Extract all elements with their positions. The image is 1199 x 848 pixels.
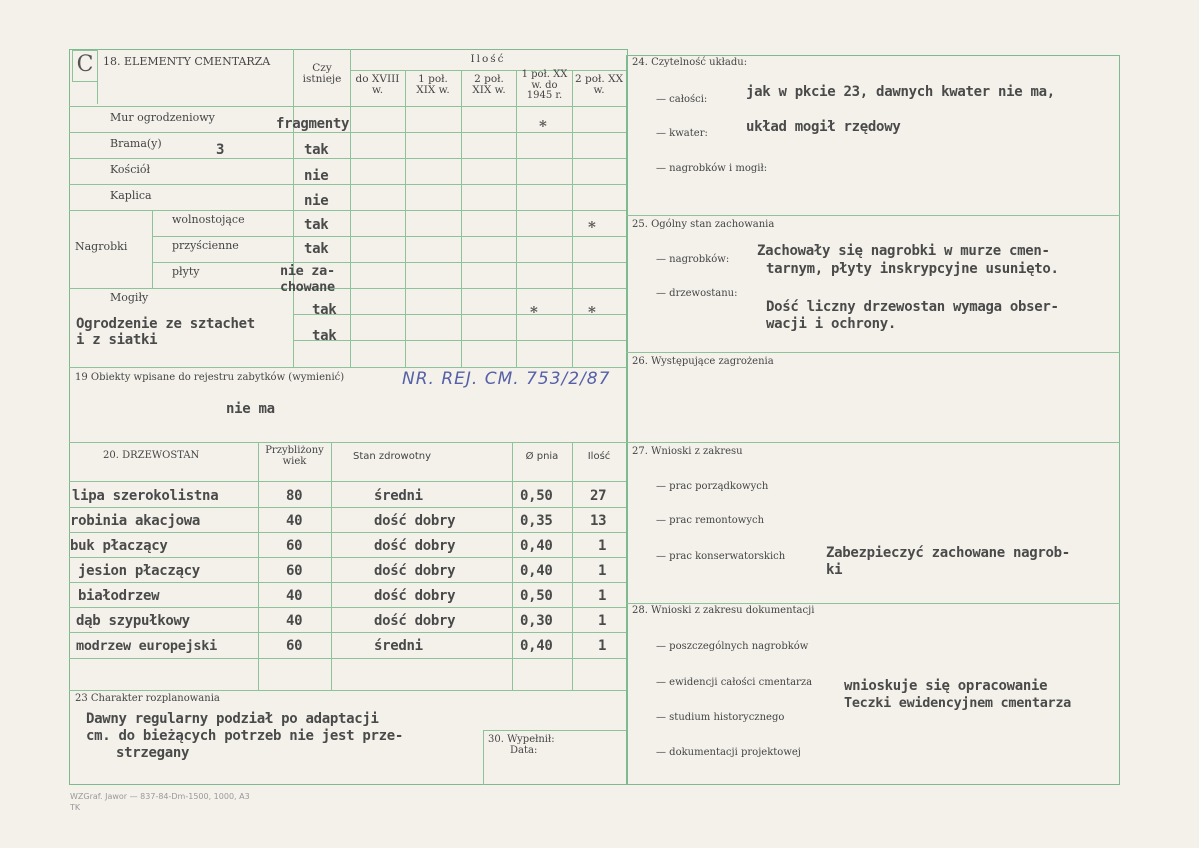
brama-value: tak [304, 142, 329, 158]
row-label-wolnostojace: wolnostojące [172, 213, 245, 226]
s25-title: 25. Ogólny stan zachowania [632, 219, 775, 230]
s26-title: 26. Występujące zagrożenia [632, 356, 774, 367]
s23-typed-line: cm. do bieżących potrzeb nie jest prze- [86, 728, 404, 744]
s28-poszczegolnych: — poszczególnych nagrobków [656, 641, 809, 652]
s20-col-stan: Stan zdrowotny [353, 451, 431, 462]
s20-col-wiek: Przybliżony wiek [265, 445, 324, 467]
s18-line [461, 70, 462, 367]
s18-line [293, 340, 626, 341]
star-mark: * [588, 303, 596, 321]
right-line [626, 442, 1120, 443]
s28-studium: — studium historycznego [656, 712, 785, 723]
s18-line [69, 158, 626, 159]
tree-ilosc: 1 [598, 563, 607, 579]
row-label-plyty: płyty [172, 265, 200, 278]
s18-line [152, 236, 626, 237]
ogrodzenie-label: Ogrodzenie ze sztachet i z siatki [76, 316, 255, 348]
tree-pnia: 0,40 [520, 563, 553, 579]
tree-ilosc: 1 [598, 538, 607, 554]
s18-line [516, 70, 517, 367]
s20-line [69, 658, 626, 659]
s18-line [293, 314, 626, 315]
s18-title: 18. ELEMENTY CMENTARZA [103, 55, 271, 68]
s20-line [69, 557, 626, 558]
s27-typed-line: Zabezpieczyć zachowane nagrob- [826, 545, 1070, 561]
wolnostojace-value: tak [304, 217, 329, 233]
right-line [626, 352, 1120, 353]
s18-line [152, 262, 626, 263]
s23-typed-line: strzegany [116, 745, 190, 761]
przyscienne-value: tak [304, 241, 329, 257]
s18-line [69, 184, 626, 185]
s30-line [483, 730, 484, 785]
s28-ewidencji: — ewidencji całości cmentarza [656, 677, 813, 688]
tree-wiek: 40 [286, 588, 303, 604]
s27-title: 27. Wnioski z zakresu [632, 446, 743, 457]
tree-pnia: 0,50 [520, 488, 553, 504]
s27-remontowych: — prac remontowych [656, 515, 765, 526]
tree-stan: dość dobry [374, 538, 456, 554]
s20-line [69, 690, 626, 691]
s20-line [69, 481, 626, 482]
tree-name: jesion płaczący [78, 563, 200, 579]
row-label-przyscienne: przyścienne [172, 239, 239, 252]
tree-stan: średni [374, 638, 423, 654]
s20-line [69, 582, 626, 583]
mogily-value: tak [312, 302, 337, 318]
s27-typed-line: ki [826, 562, 843, 578]
s25-typed-line: wacji i ochrony. [766, 316, 897, 332]
s23-title: 23 Charakter rozplanowania [75, 693, 220, 704]
s30-data: Data: [510, 745, 538, 756]
s18-col-header: 2 poł. XIX w. [472, 73, 506, 97]
kaplica-value: nie [304, 193, 329, 209]
tree-ilosc: 1 [598, 638, 607, 654]
s18-col-czy-istnieje: Czy istnieje [302, 62, 342, 86]
tree-ilosc: 1 [598, 613, 607, 629]
s30-line [483, 730, 626, 731]
row-label-mur: Mur ogrodzeniowy [110, 111, 215, 124]
s20-line [572, 442, 573, 690]
s24-typed-calosci: jak w pkcie 23, dawnych kwater nie ma, [746, 84, 1055, 100]
row-label-nagrobki: Nagrobki [75, 240, 128, 253]
tree-wiek: 60 [286, 538, 303, 554]
mur-value: fragmenty [276, 116, 350, 132]
s18-col-header: 1 poł. XIX w. [416, 73, 450, 97]
s20-line [331, 442, 332, 690]
tree-name: białodrzew [78, 588, 160, 604]
tree-wiek: 80 [286, 488, 303, 504]
row-label-brama: Brama(y) [110, 137, 162, 150]
s25-typed-line: Zachowały się nagrobki w murze cmen- [757, 243, 1050, 259]
s23-typed-line: Dawny regularny podział po adaptacji [86, 711, 379, 727]
s20-line [69, 507, 626, 508]
tree-pnia: 0,50 [520, 588, 553, 604]
tree-wiek: 60 [286, 638, 303, 654]
s19-handwritten-registry: NR. REJ. CM. 753/2/87 [402, 369, 611, 389]
s18-line [572, 70, 573, 367]
s18-line [69, 288, 626, 289]
right-line [626, 215, 1120, 216]
s24-title: 24. Czytelność układu: [632, 57, 748, 68]
s20-line [512, 442, 513, 690]
left-panel-frame [69, 49, 628, 785]
tree-pnia: 0,35 [520, 513, 553, 529]
s28-title: 28. Wnioski z zakresu dokumentacji [632, 605, 815, 616]
s18-line [152, 210, 153, 288]
s27-porzadkowych: — prac porządkowych [656, 481, 769, 492]
ogrodzenie-value: tak [312, 328, 337, 344]
tree-pnia: 0,40 [520, 538, 553, 554]
s25-typed-line: Dość liczny drzewostan wymaga obser- [766, 299, 1059, 315]
s28-typed-line: wnioskuje się opracowanie [844, 678, 1048, 694]
s18-line [69, 367, 626, 368]
s18-line [405, 70, 406, 367]
tree-ilosc: 13 [590, 513, 607, 529]
s19-line [69, 442, 626, 443]
s18-col-header: do XVIII w. [355, 73, 400, 97]
s18-line [350, 49, 351, 367]
s18-line [350, 70, 626, 71]
right-line [626, 603, 1120, 604]
s20-col-pnia: Ø pnia [525, 451, 559, 462]
star-mark: * [530, 303, 538, 321]
s18-col-header: 1 poł. XX w. do 1945 r. [521, 69, 568, 101]
section-letter: C [72, 50, 98, 82]
tree-stan: średni [374, 488, 423, 504]
row-label-mogily: Mogiły [110, 291, 149, 304]
star-mark: * [588, 218, 596, 236]
s24-nagrobkow: — nagrobków i mogił: [656, 163, 768, 174]
star-mark: * [539, 117, 547, 135]
s30-title: 30. Wypełnił: [488, 734, 555, 745]
s18-line [293, 49, 294, 367]
brama-count: 3 [216, 142, 225, 158]
s19-title: 19 Obiekty wpisane do rejestru zabytków (wymienić) [75, 372, 345, 383]
tree-ilosc: 27 [590, 488, 607, 504]
s20-title: 20. DRZEWOSTAN [103, 450, 200, 461]
s18-col-ilosc: Ilość [470, 53, 506, 65]
tree-stan: dość dobry [374, 588, 456, 604]
s24-kwater: — kwater: [656, 128, 708, 139]
tree-stan: dość dobry [374, 513, 456, 529]
tree-pnia: 0,30 [520, 613, 553, 629]
s20-line [69, 532, 626, 533]
s20-line [69, 632, 626, 633]
tree-name: buk płaczący [70, 538, 168, 554]
tree-ilosc: 1 [598, 588, 607, 604]
s18-col-header: 2 poł. XX w. [574, 73, 624, 97]
tree-name: robinia akacjowa [70, 513, 201, 529]
s25-typed-line: tarnym, płyty inskrypcyjne usunięto. [766, 261, 1059, 277]
s25-drzewostanu: — drzewostanu: [656, 288, 738, 299]
tree-name: modrzew europejski [76, 638, 217, 654]
s20-line [69, 607, 626, 608]
row-label-kosciol: Kościół [110, 163, 151, 176]
tree-name: dąb szypułkowy [76, 613, 190, 629]
s20-col-ilosc: Ilość [587, 451, 611, 462]
tree-wiek: 60 [286, 563, 303, 579]
tree-wiek: 40 [286, 613, 303, 629]
s18-line [97, 49, 98, 104]
s18-line [69, 210, 626, 211]
tree-wiek: 40 [286, 513, 303, 529]
s24-calosci: — całości: [656, 94, 708, 105]
s24-typed-kwater: układ mogił rzędowy [746, 119, 901, 135]
s27-konserwatorskich: — prac konserwatorskich [656, 551, 786, 562]
s28-projektowej: — dokumentacji projektowej [656, 747, 801, 758]
kosciol-value: nie [304, 168, 329, 184]
s25-nagrobkow: — nagrobków: [656, 254, 730, 265]
tree-stan: dość dobry [374, 563, 456, 579]
tree-pnia: 0,40 [520, 638, 553, 654]
row-label-kaplica: Kaplica [110, 189, 152, 202]
printer-imprint: WZGraf. Jawor — 837-84-Dm-1500, 1000, A3 [70, 792, 250, 801]
s28-typed-line: Teczki ewidencyjnem cmentarza [844, 695, 1072, 711]
s19-typed: nie ma [226, 401, 275, 417]
s20-line [258, 442, 259, 690]
plyty-value: nie za- chowane [280, 263, 335, 295]
tree-stan: dość dobry [374, 613, 456, 629]
s18-line [69, 106, 626, 107]
tree-name: lipa szerokolistna [72, 488, 219, 504]
printer-imprint-code: TK [70, 803, 81, 812]
